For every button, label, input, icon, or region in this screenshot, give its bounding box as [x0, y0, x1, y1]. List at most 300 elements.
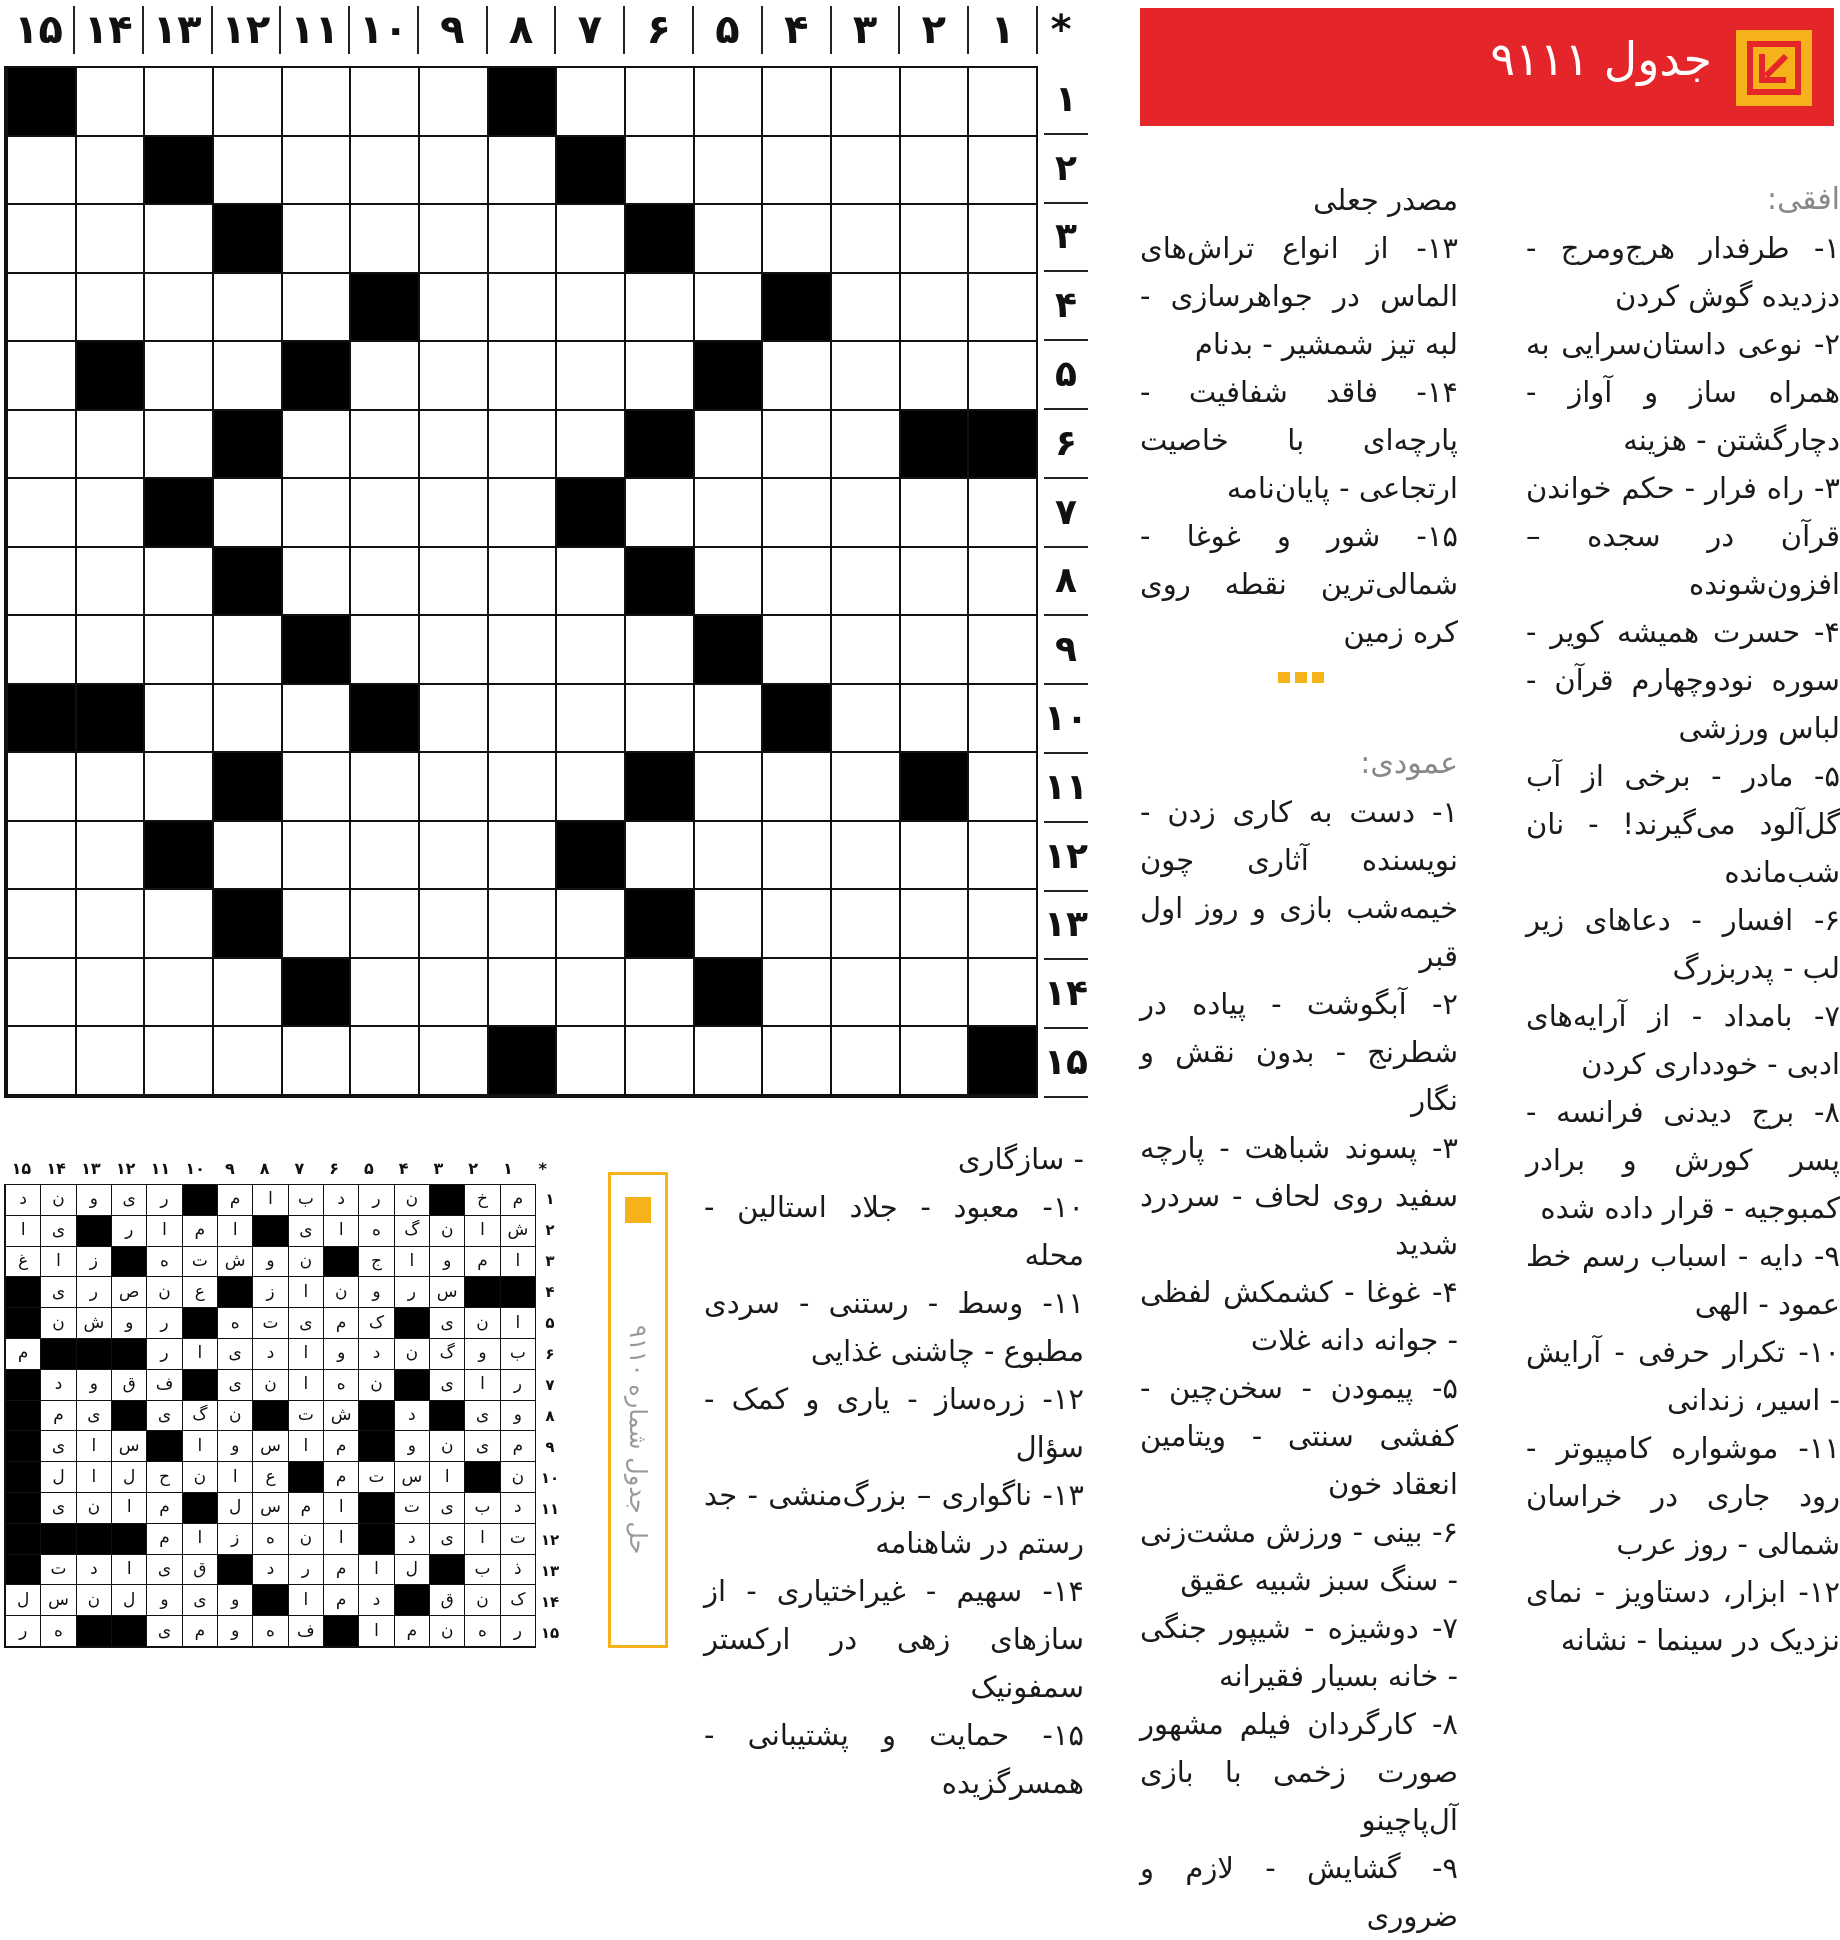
grid-cell[interactable]	[418, 205, 487, 274]
black-cell	[6, 685, 75, 754]
grid-cell[interactable]	[967, 822, 1036, 891]
solution-letter: س	[252, 1493, 287, 1524]
grid-cell[interactable]	[75, 959, 144, 1028]
black-cell	[40, 1339, 75, 1370]
grid-cell[interactable]	[487, 342, 556, 411]
grid-cell[interactable]	[967, 137, 1036, 206]
solution-letter: ا	[288, 1370, 323, 1401]
grid-cell[interactable]	[967, 616, 1036, 685]
grid-cell[interactable]	[349, 548, 418, 617]
grid-cell[interactable]	[349, 890, 418, 959]
grid-cell[interactable]	[418, 1027, 487, 1096]
grid-cell[interactable]	[967, 685, 1036, 754]
grid-cell[interactable]	[75, 822, 144, 891]
grid-cell[interactable]	[212, 685, 281, 754]
grid-cell[interactable]	[281, 685, 350, 754]
grid-cell[interactable]	[693, 1027, 762, 1096]
grid-cell[interactable]	[967, 479, 1036, 548]
grid-cell[interactable]	[349, 68, 418, 137]
solution-letter: ا	[323, 1524, 358, 1555]
grid-cell[interactable]	[555, 959, 624, 1028]
grid-cell[interactable]	[143, 959, 212, 1028]
clue-item: ۹- گشایش - لازم و ضروری	[1140, 1851, 1458, 1933]
grid-cell[interactable]	[830, 548, 899, 617]
row-number: ۱۵	[1044, 1029, 1088, 1098]
grid-cell[interactable]	[761, 1027, 830, 1096]
grid-cell[interactable]	[899, 68, 968, 137]
row-number: ۹	[545, 1437, 555, 1456]
grid-cell[interactable]	[281, 479, 350, 548]
grid-cell[interactable]	[693, 411, 762, 480]
grid-cell[interactable]	[143, 205, 212, 274]
solution-letter: م	[464, 1247, 499, 1278]
solution-letter: ر	[500, 1616, 535, 1647]
grid-cell[interactable]	[830, 137, 899, 206]
grid-cell[interactable]	[418, 342, 487, 411]
solution-letter: ن	[394, 1185, 429, 1216]
grid-cell[interactable]	[967, 342, 1036, 411]
grid-cell[interactable]	[75, 616, 144, 685]
grid-cell[interactable]	[761, 137, 830, 206]
black-cell	[182, 1185, 217, 1216]
solution-letter: ر	[111, 1216, 146, 1247]
grid-cell[interactable]	[899, 890, 968, 959]
grid-cell[interactable]	[487, 822, 556, 891]
grid-cell[interactable]	[75, 411, 144, 480]
grid-cell[interactable]	[6, 342, 75, 411]
solution-letter: م	[288, 1493, 323, 1524]
grid-cell[interactable]	[624, 616, 693, 685]
grid-cell[interactable]	[349, 959, 418, 1028]
column-number: ۴	[398, 1159, 409, 1178]
row-number: ۱	[545, 1190, 555, 1209]
grid-cell[interactable]	[761, 822, 830, 891]
grid-cell[interactable]	[761, 342, 830, 411]
black-cell	[212, 205, 281, 274]
grid-cell[interactable]	[487, 890, 556, 959]
grid-cell[interactable]	[6, 479, 75, 548]
grid-cell[interactable]	[6, 1027, 75, 1096]
grid-cell[interactable]	[212, 137, 281, 206]
grid-cell[interactable]	[143, 68, 212, 137]
grid-cell[interactable]	[6, 205, 75, 274]
grid-cell[interactable]	[761, 479, 830, 548]
solution-letter: ی	[464, 1401, 499, 1432]
column-number: ۲	[898, 6, 967, 54]
solution-letter: ر	[358, 1185, 393, 1216]
grid-cell[interactable]	[555, 1027, 624, 1096]
grid-cell[interactable]	[693, 753, 762, 822]
black-cell	[5, 1277, 40, 1308]
grid-cell[interactable]	[624, 479, 693, 548]
grid-cell[interactable]	[349, 342, 418, 411]
grid-cell[interactable]	[555, 890, 624, 959]
clue-item: ۱- طرفدار هرج‌ومرج - دزدیده گوش کردن	[1526, 231, 1840, 313]
solution-letter: ی	[429, 1370, 464, 1401]
grid-cell[interactable]	[693, 685, 762, 754]
column-number: ۸	[259, 1159, 270, 1178]
grid-cell[interactable]	[418, 274, 487, 343]
grid-cell[interactable]	[967, 753, 1036, 822]
grid-cell[interactable]	[899, 479, 968, 548]
grid-cell[interactable]	[967, 548, 1036, 617]
grid-cell[interactable]	[418, 68, 487, 137]
grid-cell[interactable]	[418, 822, 487, 891]
grid-cell[interactable]	[487, 753, 556, 822]
grid-cell[interactable]	[212, 822, 281, 891]
grid-cell[interactable]	[830, 890, 899, 959]
grid-cell[interactable]	[418, 890, 487, 959]
grid-cell[interactable]	[418, 616, 487, 685]
grid-cell[interactable]	[899, 959, 968, 1028]
clue-item: ۵- پیمودن - سخن‌چین - کفشی سنتی - ویتامین انعقاد خون	[1140, 1371, 1458, 1501]
grid-cell[interactable]	[693, 274, 762, 343]
column-number: ۱۴	[46, 1159, 66, 1178]
grid-cell[interactable]	[693, 548, 762, 617]
grid-cell[interactable]	[487, 548, 556, 617]
grid-cell[interactable]	[693, 205, 762, 274]
black-cell	[281, 342, 350, 411]
solution-label-box	[608, 1172, 668, 1648]
grid-cell[interactable]	[487, 411, 556, 480]
grid-cell[interactable]	[6, 137, 75, 206]
grid-cell[interactable]	[624, 959, 693, 1028]
grid-cell[interactable]	[487, 616, 556, 685]
clue-item: ۱۴- سهیم - غیراختیاری - از سازهای زهی در ارکستر سمفونیک	[704, 1574, 1084, 1704]
grid-cell[interactable]	[555, 685, 624, 754]
grid-cell[interactable]	[143, 274, 212, 343]
grid-cell[interactable]	[418, 411, 487, 480]
grid-cell[interactable]	[555, 548, 624, 617]
solution-letter: ر	[146, 1339, 181, 1370]
solution-letter: ت	[500, 1524, 535, 1555]
solution-letter: ا	[76, 1462, 111, 1493]
grid-cell[interactable]	[281, 890, 350, 959]
solution-letter: ب	[500, 1339, 535, 1370]
grid-cell[interactable]	[349, 1027, 418, 1096]
grid-cell[interactable]	[75, 274, 144, 343]
column-number: ۷	[554, 6, 623, 54]
solution-letter: و	[217, 1616, 252, 1647]
grid-cell[interactable]	[693, 479, 762, 548]
black-cell	[111, 1616, 146, 1647]
grid-cell[interactable]	[624, 685, 693, 754]
column-number: ۵	[363, 1159, 374, 1178]
grid-cell[interactable]	[487, 274, 556, 343]
grid-cell[interactable]	[761, 959, 830, 1028]
grid-cell[interactable]	[624, 137, 693, 206]
grid-cell[interactable]	[418, 959, 487, 1028]
row-number: ۱۱	[540, 1499, 560, 1518]
solution-letter: ن	[182, 1462, 217, 1493]
grid-cell[interactable]	[487, 685, 556, 754]
column-number: ۳	[433, 1159, 444, 1178]
solution-letter: م	[323, 1462, 358, 1493]
grid-cell[interactable]	[693, 822, 762, 891]
solution-letter: ی	[40, 1277, 75, 1308]
grid-cell[interactable]	[281, 1027, 350, 1096]
grid-cell[interactable]	[830, 753, 899, 822]
grid-cell[interactable]	[6, 822, 75, 891]
solution-letter: ا	[111, 1555, 146, 1586]
grid-cell[interactable]	[693, 137, 762, 206]
grid-cell[interactable]	[75, 753, 144, 822]
column-number: ۱۳	[81, 1159, 101, 1178]
grid-cell[interactable]	[899, 616, 968, 685]
grid-cell[interactable]	[899, 274, 968, 343]
grid-cell[interactable]	[349, 137, 418, 206]
solution-letter: ل	[40, 1462, 75, 1493]
grid-cell[interactable]	[281, 137, 350, 206]
grid-cell[interactable]	[487, 959, 556, 1028]
row-number: ۷	[1044, 479, 1088, 548]
solution-letter: ر	[500, 1370, 535, 1401]
solution-letter: ا	[429, 1462, 464, 1493]
row-number: ۳	[545, 1252, 555, 1271]
grid-cell[interactable]	[555, 616, 624, 685]
clue-item: - سازگاری	[957, 1142, 1084, 1176]
grid-cell[interactable]	[6, 411, 75, 480]
grid-cell[interactable]	[143, 411, 212, 480]
black-cell	[5, 1524, 40, 1555]
grid-cell[interactable]	[418, 137, 487, 206]
row-number: ۱۱	[1044, 754, 1088, 823]
grid-cell[interactable]	[212, 68, 281, 137]
grid-cell[interactable]	[761, 68, 830, 137]
black-cell	[111, 1401, 146, 1432]
grid-cell[interactable]	[624, 822, 693, 891]
grid-cell[interactable]	[899, 822, 968, 891]
grid-cell[interactable]	[6, 548, 75, 617]
solution-letter: ا	[288, 1339, 323, 1370]
column-number: ۸	[486, 6, 555, 54]
grid-cell[interactable]	[143, 753, 212, 822]
grid-cell[interactable]	[624, 342, 693, 411]
grid-cell[interactable]	[830, 68, 899, 137]
solution-letter: ه	[464, 1616, 499, 1647]
solution-letter: ا	[464, 1216, 499, 1247]
grid-cell[interactable]	[212, 479, 281, 548]
grid-cell[interactable]	[143, 548, 212, 617]
row-number: ۱۰	[540, 1468, 560, 1487]
grid-cell[interactable]	[281, 411, 350, 480]
grid-cell[interactable]	[75, 205, 144, 274]
grid-cell[interactable]	[761, 890, 830, 959]
grid-cell[interactable]	[349, 205, 418, 274]
solution-letter: ن	[288, 1524, 323, 1555]
grid-cell[interactable]	[143, 342, 212, 411]
black-cell	[217, 1277, 252, 1308]
grid-cell[interactable]	[761, 753, 830, 822]
grid-cell[interactable]	[967, 205, 1036, 274]
logo-icon	[625, 1197, 651, 1223]
grid-cell[interactable]	[75, 1027, 144, 1096]
grid-cell[interactable]	[899, 685, 968, 754]
grid-cell[interactable]	[761, 548, 830, 617]
black-cell	[252, 1585, 287, 1616]
solution-letter: ن	[464, 1585, 499, 1616]
grid-cell[interactable]	[281, 822, 350, 891]
solution-letter: و	[217, 1585, 252, 1616]
grid-cell[interactable]	[75, 890, 144, 959]
grid-cell[interactable]	[899, 342, 968, 411]
grid-cell[interactable]	[624, 274, 693, 343]
grid-cell[interactable]	[349, 616, 418, 685]
grid-cell[interactable]	[349, 411, 418, 480]
grid-cell[interactable]	[281, 274, 350, 343]
grid-cell[interactable]	[349, 822, 418, 891]
grid-cell[interactable]	[967, 274, 1036, 343]
grid-cell[interactable]	[899, 205, 968, 274]
black-cell	[76, 1616, 111, 1647]
grid-cell[interactable]	[830, 1027, 899, 1096]
grid-cell[interactable]	[967, 890, 1036, 959]
grid-cell[interactable]	[6, 753, 75, 822]
grid-cell[interactable]	[761, 411, 830, 480]
grid-cell[interactable]	[693, 890, 762, 959]
solution-letter: ن	[288, 1247, 323, 1278]
grid-cell[interactable]	[624, 68, 693, 137]
across-heading: افقی:	[1767, 182, 1840, 217]
crossword-grid[interactable]	[4, 66, 1038, 1098]
grid-cell[interactable]	[555, 342, 624, 411]
grid-cell[interactable]	[899, 548, 968, 617]
solution-letter: و	[394, 1431, 429, 1462]
grid-cell[interactable]	[418, 753, 487, 822]
column-number-row	[4, 6, 1084, 54]
grid-cell[interactable]	[967, 959, 1036, 1028]
grid-cell[interactable]	[212, 274, 281, 343]
grid-cell[interactable]	[418, 685, 487, 754]
solution-letter: و	[464, 1339, 499, 1370]
clue-item: ۱۱- موشواره کامپیوتر - رود جاری در خراسان شمالی - روز عرب	[1526, 1431, 1840, 1561]
solution-letter: ی	[76, 1401, 111, 1432]
solution-letter: ف	[288, 1616, 323, 1647]
grid-cell[interactable]	[75, 548, 144, 617]
solution-letter: ه	[217, 1308, 252, 1339]
black-cell	[76, 1216, 111, 1247]
solution-letter: و	[500, 1401, 535, 1432]
grid-cell[interactable]	[75, 68, 144, 137]
grid-cell[interactable]	[281, 753, 350, 822]
grid-cell[interactable]	[212, 1027, 281, 1096]
black-cell	[111, 1339, 146, 1370]
grid-cell[interactable]	[487, 479, 556, 548]
black-cell	[624, 890, 693, 959]
grid-cell[interactable]	[830, 822, 899, 891]
row-number: ۱۲	[1044, 823, 1088, 892]
grid-cell[interactable]	[349, 479, 418, 548]
grid-cell[interactable]	[830, 685, 899, 754]
grid-cell[interactable]	[830, 616, 899, 685]
black-cell	[111, 1524, 146, 1555]
grid-cell[interactable]	[487, 205, 556, 274]
solution-letter: ا	[252, 1185, 287, 1216]
grid-cell[interactable]	[761, 616, 830, 685]
grid-cell[interactable]	[6, 890, 75, 959]
grid-cell[interactable]	[487, 137, 556, 206]
solution-letter: ج	[358, 1247, 393, 1278]
grid-cell[interactable]	[555, 753, 624, 822]
grid-cell[interactable]	[75, 137, 144, 206]
grid-cell[interactable]	[75, 479, 144, 548]
grid-cell[interactable]	[899, 1027, 968, 1096]
grid-cell[interactable]	[143, 616, 212, 685]
row-number: ۶	[545, 1345, 555, 1364]
grid-cell[interactable]	[212, 959, 281, 1028]
row-number: ۱۳	[540, 1561, 560, 1580]
grid-cell[interactable]	[281, 205, 350, 274]
black-cell	[252, 1401, 287, 1432]
black-cell	[182, 1308, 217, 1339]
grid-cell[interactable]	[693, 68, 762, 137]
grid-cell[interactable]	[761, 205, 830, 274]
grid-cell[interactable]	[6, 616, 75, 685]
grid-cell[interactable]	[281, 68, 350, 137]
solution-letter: ص	[111, 1277, 146, 1308]
grid-cell[interactable]	[899, 137, 968, 206]
grid-cell[interactable]	[555, 205, 624, 274]
black-cell	[217, 1555, 252, 1586]
black-cell	[358, 1431, 393, 1462]
grid-cell[interactable]	[143, 685, 212, 754]
grid-cell[interactable]	[624, 1027, 693, 1096]
black-cell	[693, 959, 762, 1028]
grid-cell[interactable]	[830, 342, 899, 411]
solution-letter: ا	[323, 1493, 358, 1524]
solution-letter: د	[76, 1555, 111, 1586]
grid-cell[interactable]	[555, 274, 624, 343]
grid-cell[interactable]	[212, 616, 281, 685]
grid-cell[interactable]	[6, 274, 75, 343]
solution-letter: ق	[111, 1370, 146, 1401]
grid-cell[interactable]	[418, 479, 487, 548]
grid-cell[interactable]	[6, 959, 75, 1028]
solution-letter: ف	[146, 1370, 181, 1401]
solution-letter: س	[40, 1585, 75, 1616]
grid-cell[interactable]	[143, 890, 212, 959]
solution-letter: ا	[217, 1216, 252, 1247]
solution-letter: ا	[500, 1247, 535, 1278]
grid-cell[interactable]	[555, 68, 624, 137]
solution-letter: ش	[76, 1308, 111, 1339]
grid-cell[interactable]	[349, 753, 418, 822]
down-heading: عمودی:	[1360, 746, 1458, 781]
grid-cell[interactable]	[967, 68, 1036, 137]
solution-letter: ا	[182, 1339, 217, 1370]
solution-letter: گ	[429, 1339, 464, 1370]
grid-cell[interactable]	[555, 411, 624, 480]
grid-cell[interactable]	[281, 548, 350, 617]
grid-cell[interactable]	[212, 342, 281, 411]
solution-letter: ا	[288, 1585, 323, 1616]
grid-cell[interactable]	[830, 411, 899, 480]
grid-cell[interactable]	[418, 548, 487, 617]
row-number: ۶	[1044, 410, 1088, 479]
solution-letter: ی	[429, 1493, 464, 1524]
row-number: ۱	[1044, 66, 1088, 135]
grid-cell[interactable]	[830, 205, 899, 274]
row-number: ۴	[1044, 272, 1088, 341]
grid-cell[interactable]	[143, 1027, 212, 1096]
grid-cell[interactable]	[830, 959, 899, 1028]
across-clues-column-2	[1140, 176, 1458, 656]
row-number: ۱۵	[540, 1623, 560, 1642]
black-cell	[143, 822, 212, 891]
grid-cell[interactable]	[830, 274, 899, 343]
solution-letter: س	[252, 1431, 287, 1462]
grid-cell[interactable]	[830, 479, 899, 548]
